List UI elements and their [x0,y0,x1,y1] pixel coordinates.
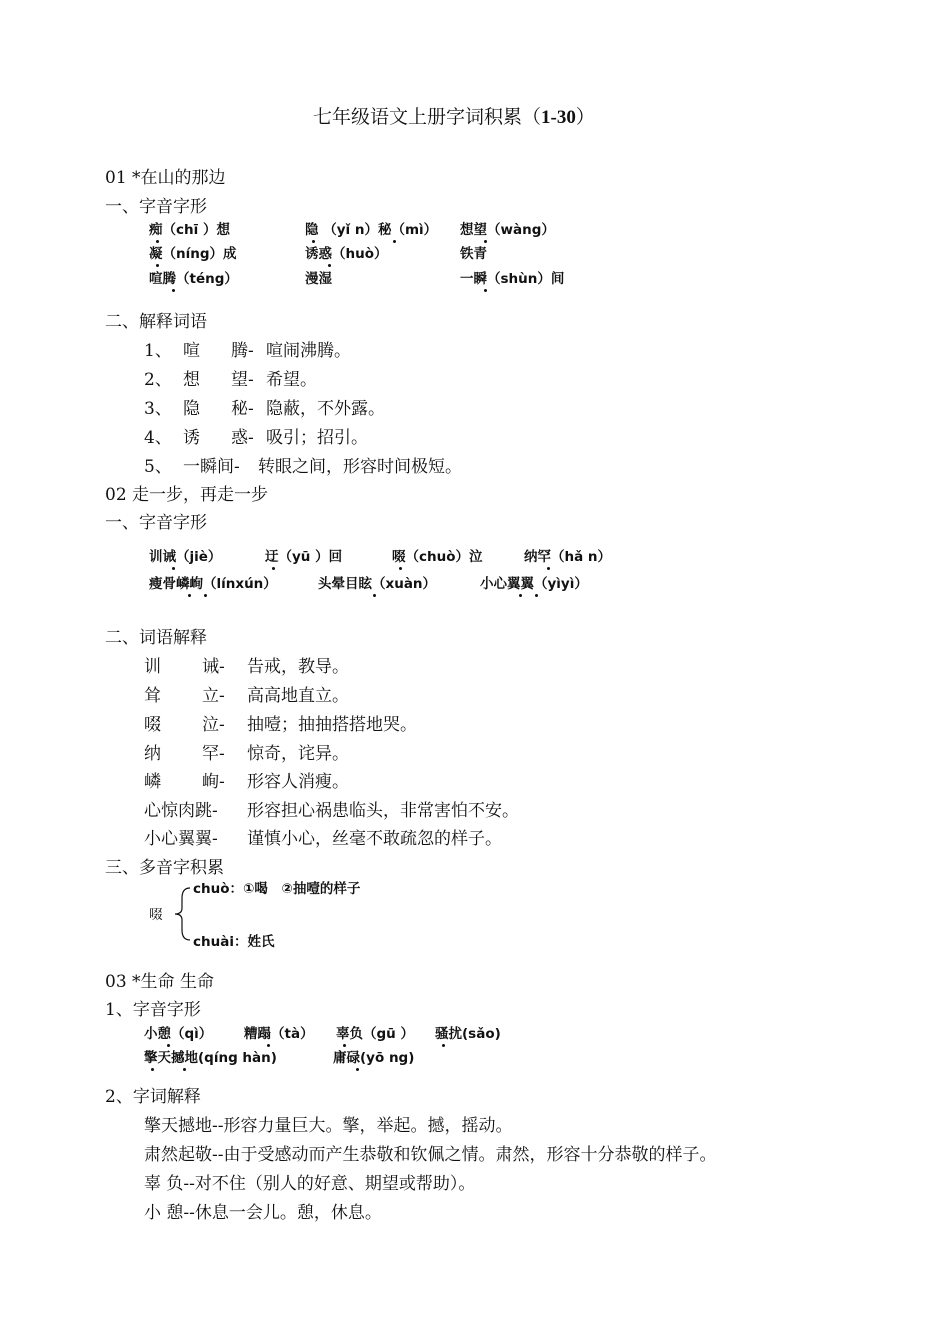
pinyin-item: 辜负（gū ） [336,1026,414,1042]
emphasis-dot [373,594,376,597]
definition-line: 小 憩--休息一会儿。憩，休息。 [144,1203,382,1223]
lesson-03-definitions-heading: 2、字词解释 [105,1087,201,1107]
emphasis-dot [343,1044,346,1047]
emphasis-dot [272,567,275,570]
pinyin-item: 一瞬（shùn）间 [460,271,565,287]
definition-line: 肃然起敬--由于受感动而产生恭敬和钦佩之情。肃然，形容十分恭敬的样子。 [144,1145,717,1165]
lesson-01-definitions-heading: 二、解释词语 [105,312,207,332]
lesson-02-pronunciation-heading: 一、字音字形 [105,513,207,533]
page-title-text: 七年级语文上册字词积累（ [313,106,542,128]
polyphone-reading: chuò：①喝 ②抽噎的样子 [193,881,361,897]
pinyin-item: 漫湿 [305,271,332,287]
lesson-02-definitions-heading: 二、词语解释 [105,628,207,648]
emphasis-dot [442,1044,445,1047]
emphasis-dot [535,594,538,597]
pinyin-item: 小心翼翼（yìyì） [480,576,588,592]
emphasis-dot [151,1068,154,1071]
lesson-01-heading: 01 *在山的那边 [105,168,226,188]
pinyin-item: 骚扰(sǎo) [435,1026,501,1042]
pinyin-item: 想望（wàng） [460,222,555,238]
emphasis-dot [484,240,487,243]
pinyin-item: 痴（chī ）想 [149,222,230,238]
lesson-01-pronunciation-heading: 一、字音字形 [105,197,207,217]
definition-line: 擎天撼地--形容力量巨大。擎，举起。撼，摇动。 [144,1116,513,1136]
pinyin-item: 头晕目眩（xuàn） [318,576,437,592]
pinyin-item: 诱惑（huò） [305,246,388,262]
emphasis-dot [172,567,175,570]
page-title-close: ） [575,106,595,128]
emphasis-dot [484,289,487,292]
lesson-02-heading: 02 走一步，再走一步 [105,485,269,505]
pinyin-item: 凝（níng）成 [149,246,237,262]
emphasis-dot [156,264,159,267]
lesson-03-heading: 03 *生命 生命 [105,972,214,992]
pinyin-item: 擎天撼地(qíng hàn) [144,1050,277,1066]
page-title-range: 1-30 [541,107,576,128]
emphasis-dot [204,594,207,597]
emphasis-dot [399,567,402,570]
lesson-03-pronunciation-heading: 1、字音字形 [105,1000,201,1020]
polyphone-reading: chuài：姓氏 [193,934,275,950]
pinyin-item: 瘦骨嶙峋（línxún） [149,576,277,592]
emphasis-dot [267,1044,270,1047]
emphasis-dot [167,1044,170,1047]
emphasis-dot [172,289,175,292]
pinyin-item: 喧腾（téng） [149,271,238,287]
polyphone-char: 啜 [149,907,163,923]
pinyin-item: 糟蹋（tà） [244,1026,314,1042]
page-title [313,106,595,129]
emphasis-dot [312,240,315,243]
emphasis-dot [188,594,191,597]
emphasis-dot [156,240,159,243]
definition-line: 辜 负--对不住（别人的好意、期望或帮助）。 [144,1174,476,1194]
pinyin-item: 纳罕（hǎ n） [524,549,612,565]
emphasis-dot [183,1068,186,1071]
pinyin-item: 啜（chuò）泣 [392,549,483,565]
emphasis-dot [547,567,550,570]
emphasis-dot [356,1068,359,1071]
emphasis-dot [393,240,396,243]
pinyin-item: 庸碌(yō ng) [333,1050,415,1066]
pinyin-item: 训诫（jiè） [149,549,222,565]
pinyin-item: 隐 （yǐ n）秘（mì） [305,222,438,238]
brace-icon [170,884,192,944]
emphasis-dot [328,264,331,267]
pinyin-item: 铁青 [460,246,487,262]
polyphone-heading: 三、多音字积累 [105,858,224,878]
pinyin-item: 小憩（qì） [144,1026,213,1042]
pinyin-item: 迂（yū ）回 [265,549,343,565]
emphasis-dot [519,594,522,597]
